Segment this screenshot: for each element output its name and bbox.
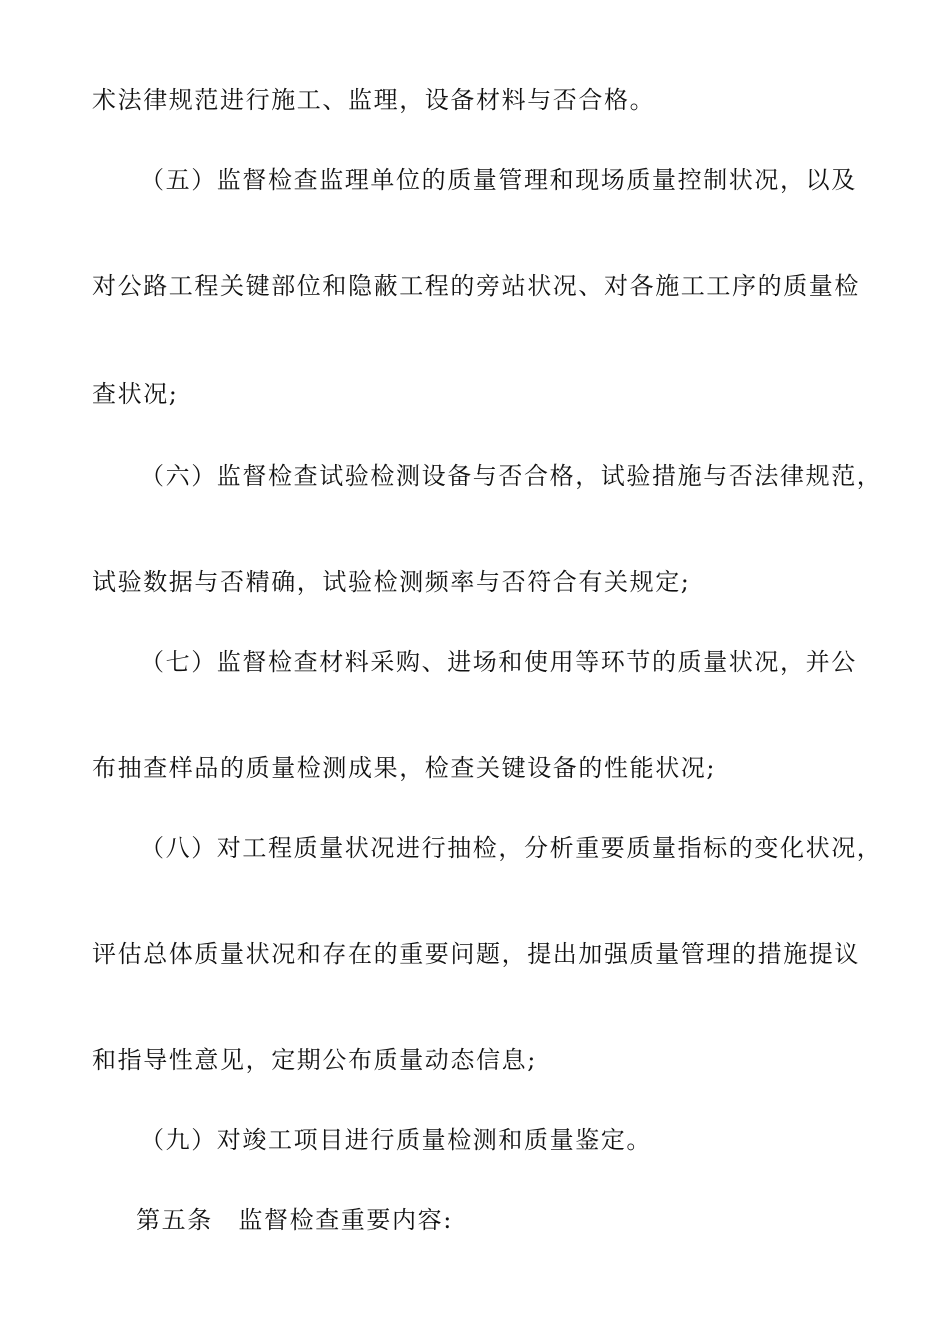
text-line-10: 评估总体质量状况和存在的重要问题，提出加强质量管理的措施提议 <box>92 940 860 968</box>
text-line-1: 术法律规范进行施工、监理，设备材料与否合格。 <box>92 86 656 114</box>
text-line-9: （八）对工程质量状况进行抽检，分析重要质量指标的变化状况， <box>140 834 883 862</box>
section-heading: 第五条 监督检查重要内容: <box>136 1206 453 1234</box>
text-line-7: （七）监督检查材料采购、进场和使用等环节的质量状况，并公 <box>140 648 857 676</box>
text-line-11: 和指导性意见，定期公布质量动态信息; <box>92 1046 537 1074</box>
text-line-3: 对公路工程关键部位和隐蔽工程的旁站状况、对各施工工序的质量检 <box>92 272 860 300</box>
text-line-4: 查状况; <box>92 380 179 408</box>
text-line-8: 布抽查样品的质量检测成果，检查关键设备的性能状况; <box>92 754 717 782</box>
text-line-12: （九）对竣工项目进行质量检测和质量鉴定。 <box>140 1126 652 1154</box>
text-line-5: （六）监督检查试验检测设备与否合格，试验措施与否法律规范， <box>140 462 883 490</box>
text-line-2: （五）监督检查监理单位的质量管理和现场质量控制状况，以及 <box>140 166 857 194</box>
text-line-6: 试验数据与否精确，试验检测频率与否符合有关规定; <box>92 568 691 596</box>
